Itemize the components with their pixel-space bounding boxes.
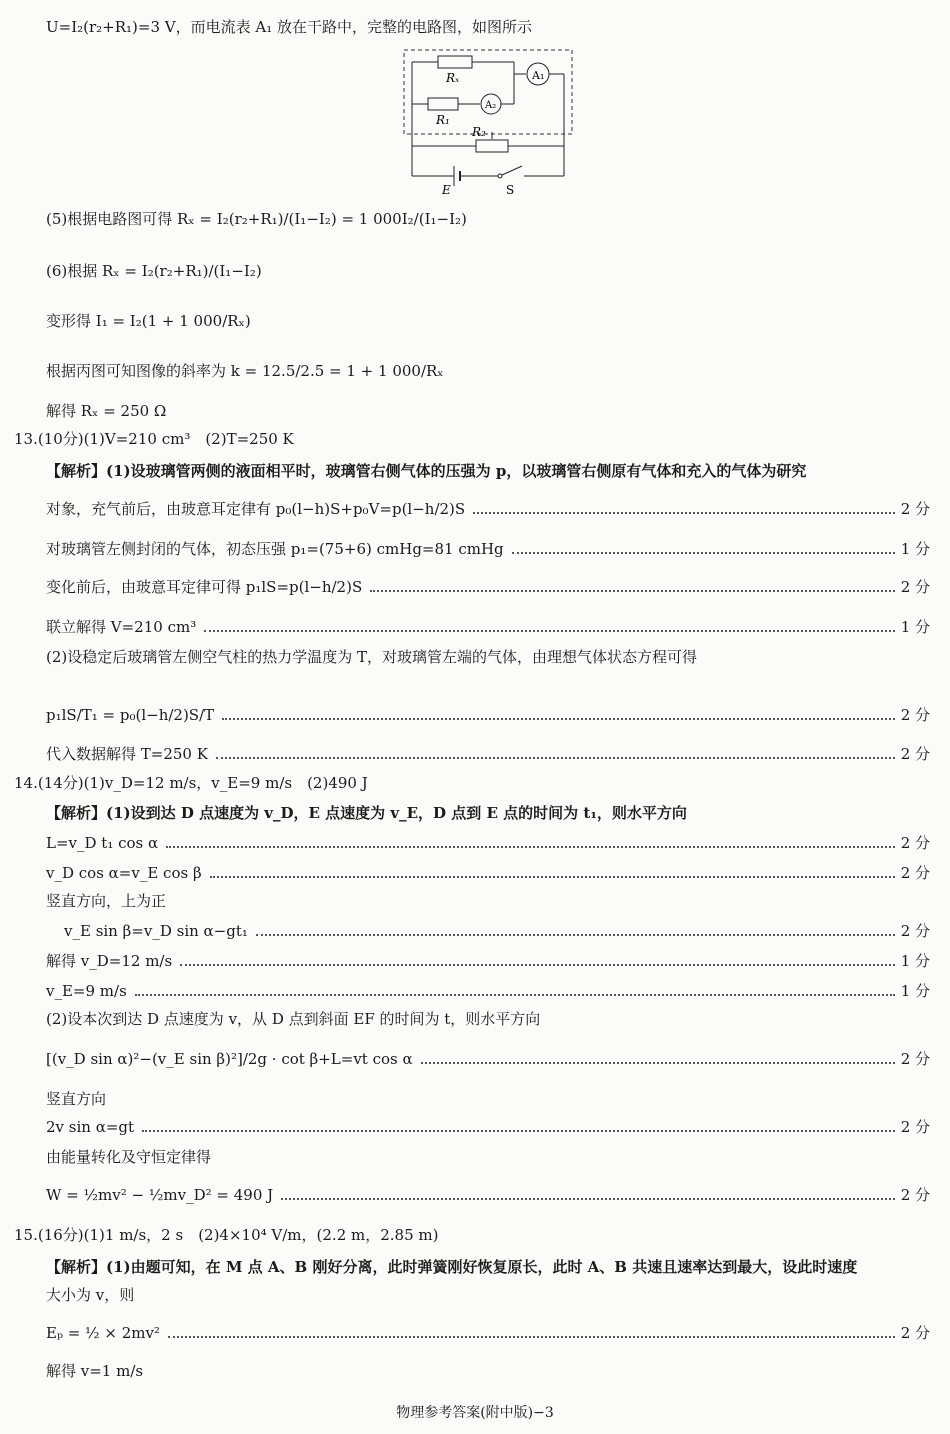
- question-heading: 15.(16分)(1)1 m/s，2 s (2)4×10⁴ V/m，(2.2 m，2.85 m): [14, 1226, 439, 1244]
- scored-line: 解得 v_D=12 m/s 1 分: [46, 952, 930, 970]
- text-line: 解得 v=1 m/s: [46, 1362, 144, 1380]
- svg-text:A₁: A₁: [532, 69, 545, 82]
- rheostat-r2-icon: [476, 140, 508, 152]
- resistor-r1-icon: [428, 98, 458, 110]
- scored-line: v_E sin β=v_D sin α−gt₁ 2 分: [64, 922, 930, 940]
- resistor-rx-icon: [438, 56, 472, 68]
- analysis-line: 【解析】(1)由题可知，在 M 点 A、B 刚好分离，此时弹簧刚好恢复原长，此时 A、B 共速且速率达到最大，设此时速度: [46, 1258, 858, 1276]
- analysis-line: 【解析】(1)设到达 D 点速度为 v_D，E 点速度为 v_E，D 点到 E 点的时间为 t₁，则水平方向: [46, 804, 687, 822]
- scored-line: Eₚ = ½ × 2mv² 2 分: [46, 1324, 930, 1342]
- scored-line: 变化前后，由玻意耳定律可得 p₁lS=p(l−h/2)S 2 分: [46, 578, 930, 596]
- scored-line: 代入数据解得 T=250 K 2 分: [46, 745, 930, 763]
- text-line: (2)设本次到达 D 点速度为 v，从 D 点到斜面 EF 的时间为 t，则水平方向: [46, 1010, 541, 1028]
- scored-line: v_E=9 m/s 1 分: [46, 982, 930, 1000]
- svg-text:Rₓ: Rₓ: [446, 71, 460, 85]
- text-line: (2)设稳定后玻璃管左侧空气柱的热力学温度为 T，对玻璃管左端的气体，由理想气体状态方程可得: [46, 648, 698, 666]
- text-line: 由能量转化及守恒定律得: [46, 1148, 212, 1166]
- svg-text:R₁: R₁: [436, 113, 450, 127]
- text-line: U=I₂(r₂+R₁)=3 V，而电流表 A₁ 放在干路中，完整的电路图，如图所示: [46, 18, 533, 36]
- scored-line: W = ½mv² − ½mv_D² = 490 J 2 分: [46, 1186, 930, 1204]
- scored-line: v_D cos α=v_E cos β 2 分: [46, 864, 930, 882]
- svg-text:R₂: R₂: [472, 125, 486, 139]
- svg-text:A₂: A₂: [485, 100, 497, 111]
- scored-line: 2v sin α=gt 2 分: [46, 1118, 930, 1136]
- question-heading: 13.(10分)(1)V=210 cm³ (2)T=250 K: [14, 430, 294, 448]
- scored-line: L=v_D t₁ cos α 2 分: [46, 834, 930, 852]
- text-line: 竖直方向，上为正: [46, 892, 167, 910]
- svg-text:S: S: [506, 183, 515, 196]
- scored-line: 对玻璃管左侧封闭的气体，初态压强 p₁=(75+6) cmHg=81 cmHg 1 分: [46, 540, 930, 558]
- text-line: (6)根据 Rₓ = I₂(r₂+R₁)/(I₁−I₂): [46, 262, 262, 280]
- scored-line: 对象，充气前后，由玻意耳定律有 p₀(l−h)S+p₀V=p(l−h/2)S 2 分: [46, 500, 930, 518]
- text-line: 解得 Rₓ = 250 Ω: [46, 402, 167, 420]
- text-line: 大小为 v，则: [46, 1286, 135, 1304]
- scored-line: p₁lS/T₁ = p₀(l−h/2)S/T 2 分: [46, 706, 930, 724]
- text-line: 根据丙图可知图像的斜率为 k = 12.5/2.5 = 1 + 1 000/Rₓ: [46, 362, 444, 380]
- scored-line: [(v_D sin α)²−(v_E sin β)²]/2g · cot β+L=vt cos α 2 分: [46, 1050, 930, 1068]
- switch-icon: [502, 166, 522, 175]
- analysis-line: 【解析】(1)设玻璃管两侧的液面相平时，玻璃管右侧气体的压强为 p，以玻璃管右侧原有气体和充入的气体为研究: [46, 462, 807, 480]
- text-line: (5)根据电路图可得 Rₓ = I₂(r₂+R₁)/(I₁−I₂) = 1 000I₂/(I₁−I₂): [46, 210, 467, 228]
- text-line: 变形得 I₁ = I₂(1 + 1 000/Rₓ): [46, 312, 251, 330]
- text-line: 竖直方向: [46, 1090, 107, 1108]
- page-footer: 物理参考答案(附中版)−3: [396, 1405, 554, 1421]
- scored-line: 联立解得 V=210 cm³ 1 分: [46, 618, 930, 636]
- circuit-diagram: [398, 46, 578, 196]
- question-heading: 14.(14分)(1)v_D=12 m/s，v_E=9 m/s (2)490 J: [14, 774, 368, 792]
- svg-text:E: E: [442, 183, 451, 196]
